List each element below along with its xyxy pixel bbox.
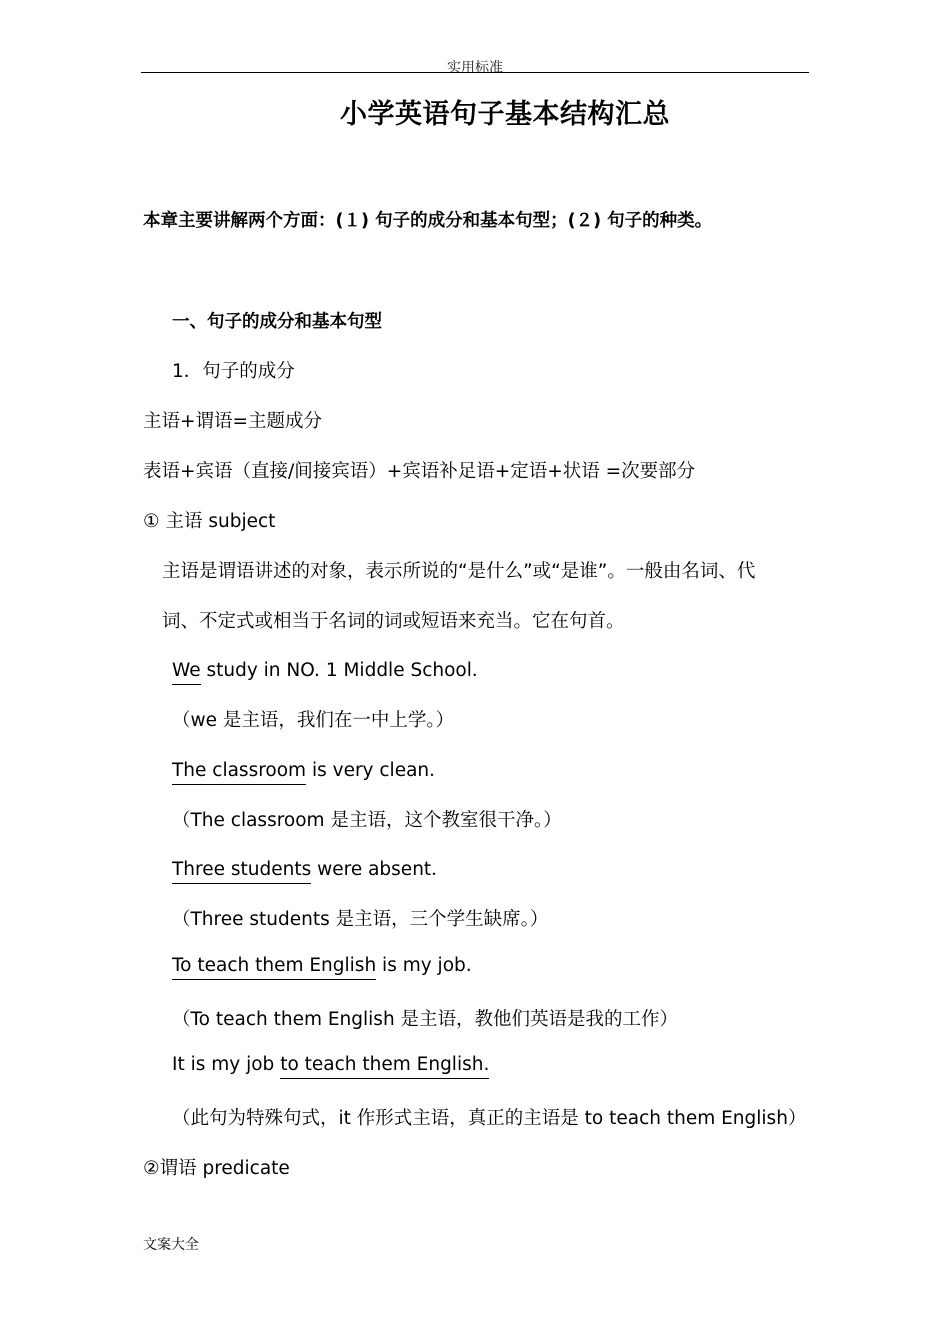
page-header: 实用标准 xyxy=(447,60,503,76)
example-subject: Three students xyxy=(172,859,311,884)
minor-parts-line: 表语+宾语（直接/间接宾语）+宾语补足语+定语+状语 =次要部分 xyxy=(143,461,696,482)
example-note: （Three students 是主语，三个学生缺席。） xyxy=(172,909,549,930)
example-rest: study in NO. 1 Middle School． xyxy=(200,660,491,681)
document-title: 小学英语句子基本结构汇总 xyxy=(340,99,670,130)
subsection-heading: 1．句子的成分 xyxy=(172,361,295,382)
example-sentence xyxy=(172,855,450,881)
chapter-intro: 本章主要讲解两个方面：(１) 句子的成分和基本句型；(２) 句子的种类。 xyxy=(143,211,713,231)
example-rest: were absent． xyxy=(311,859,450,880)
main-parts-line: 主语+谓语=主题成分 xyxy=(143,411,323,432)
subject-description-line-2: 词、不定式或相当于名词的词或短语来充当。它在句首。 xyxy=(162,611,625,632)
it-example-prefix: It is my job xyxy=(172,1054,281,1075)
header-divider xyxy=(141,72,809,73)
example-subject: The classroom xyxy=(172,760,306,785)
example-subject: To teach them English xyxy=(172,955,376,980)
it-example-sentence xyxy=(172,1054,489,1075)
page-footer: 文案大全 xyxy=(143,1237,199,1253)
predicate-heading: ②谓语 predicate xyxy=(143,1158,290,1179)
it-example-note: （此句为特殊句式，it 作形式主语，真正的主语是 to teach them English） xyxy=(172,1108,807,1129)
example-rest: is very clean． xyxy=(306,760,448,781)
example-note: （To teach them English 是主语，教他们英语是我的工作） xyxy=(172,1009,679,1030)
subject-heading: ① 主语 subject xyxy=(143,511,276,532)
example-sentence xyxy=(172,756,448,782)
example-note: （we 是主语，我们在一中上学。） xyxy=(172,710,455,731)
it-example-real-subject: to teach them English. xyxy=(280,1054,489,1079)
example-rest: is my job. xyxy=(376,955,472,976)
example-sentence xyxy=(172,656,490,682)
subject-description-line-1: 主语是谓语讲述的对象，表示所说的“是什么”或“是谁”。一般由名词、代 xyxy=(162,561,756,582)
example-subject: We xyxy=(172,660,201,685)
example-sentence xyxy=(172,955,472,976)
example-note: （The classroom 是主语，这个教室很干净。） xyxy=(172,810,562,831)
section-heading: 一、句子的成分和基本句型 xyxy=(172,312,382,332)
